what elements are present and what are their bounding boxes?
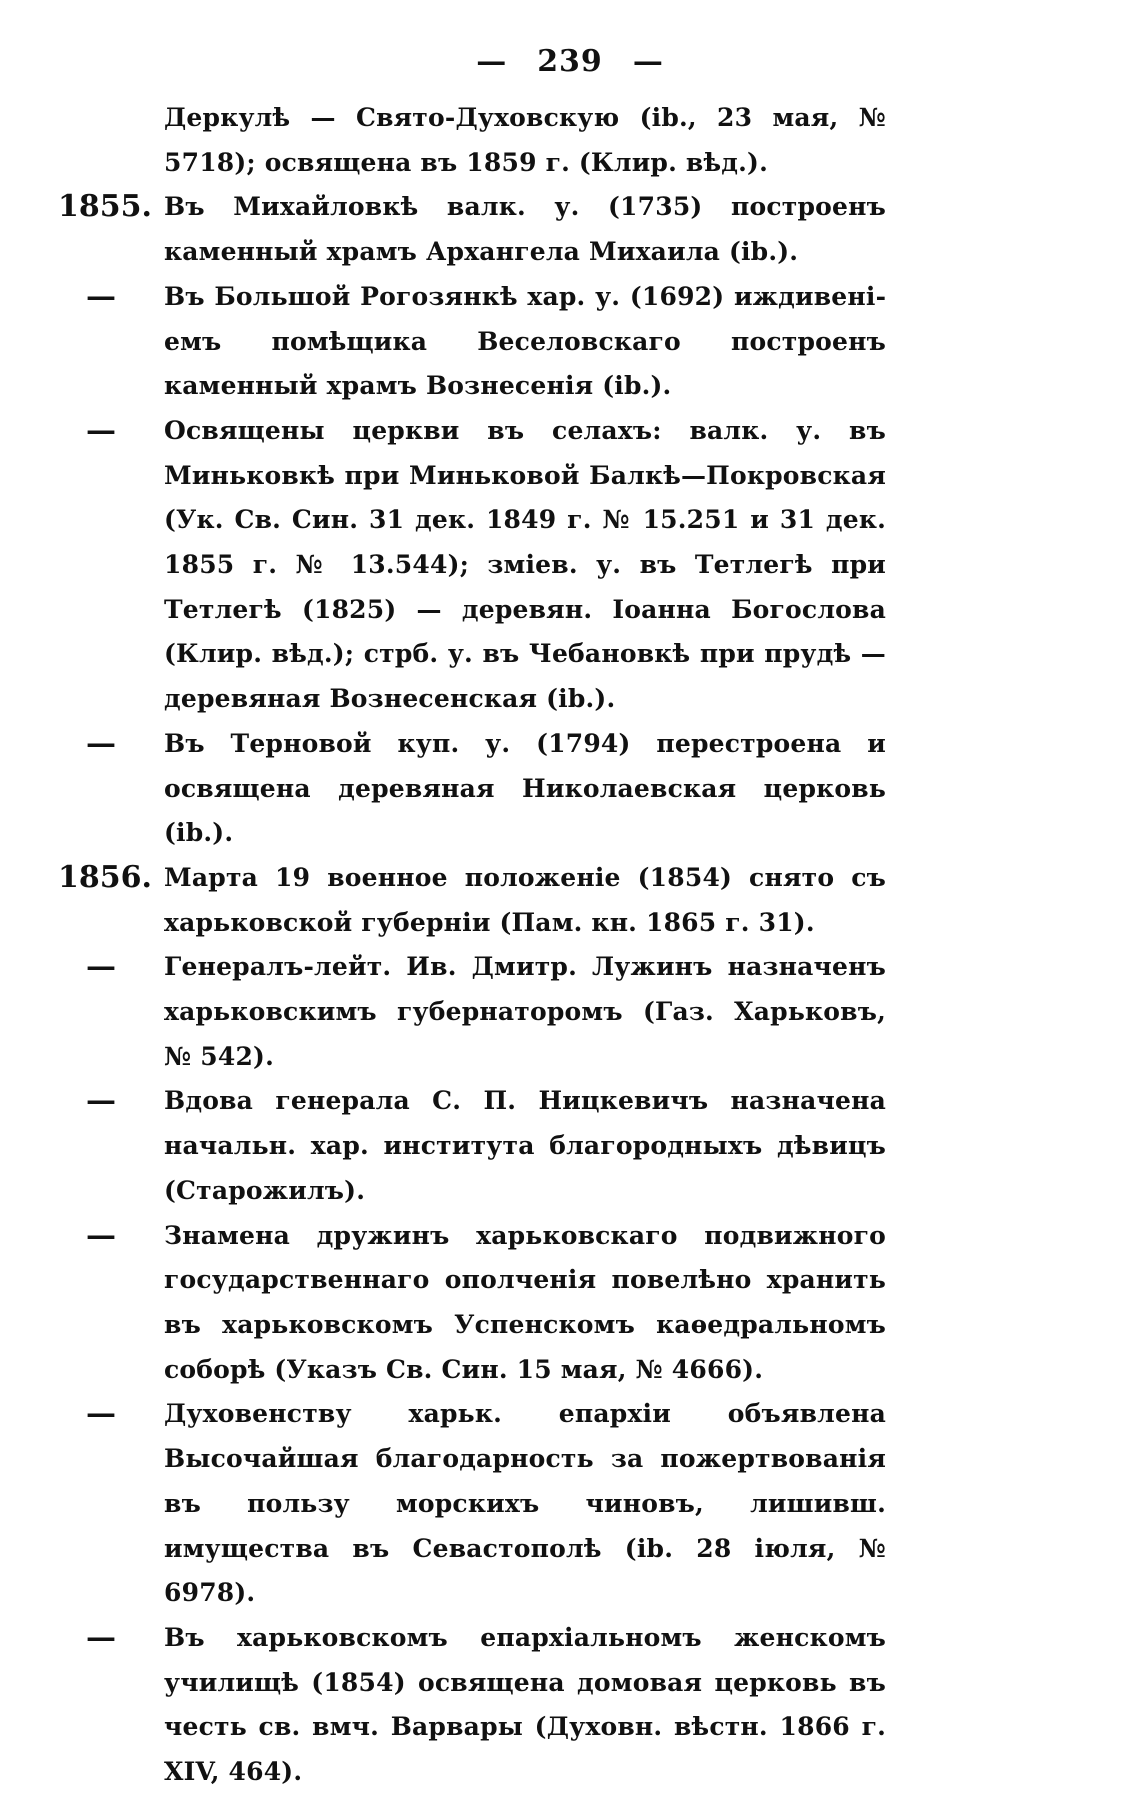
entry-text: Вдова генерала С. П. Ницкевичъ назначена начальн. хар. института благородныхъ дѣвицъ (Старожилъ). [164,1086,886,1205]
entry-dash-marker: — [86,412,116,448]
entry-text: Марта 19 военное положеніе (1854) снято съ харьковской губерніи (Пам. кн. 1865 г. 31). [164,862,886,937]
chronicle-entry [0,1616,1140,1795]
entry-dash-marker: — [86,949,116,985]
entry-year: 1855. [58,189,152,225]
entry-dash-marker: — [86,1396,116,1432]
page-number-dash-left: — [476,44,508,79]
entry-text: Знамена дружинъ харьковскаго подвижного государственнаго ополченія повелѣно хранить въ харьковскомъ Успенскомъ каѳедральномъ соборѣ (Указъ Св. Син. 15 мая, № 4666). [164,1220,886,1384]
chronicle-entry [0,1079,1140,1213]
chronicle-entry [0,185,1140,274]
chronicle-entry [0,945,1140,1079]
entry-text: Въ Терновой куп. у. (1794) перестроена и освящена деревяная Николаевская церковь (ib.). [164,728,886,848]
entry-text: Генералъ-лейт. Ив. Дмитр. Лужинъ назначенъ харьковскимъ губернаторомъ (Газ. Харьковъ, № 542). [164,952,886,1071]
chronicle-entry [0,1214,1140,1393]
entry-year: 1856. [58,859,152,895]
chronicle-entry [0,856,1140,945]
entry-dash-marker: — [86,1217,116,1253]
page-number-dash-right: — [632,44,664,79]
chronicle-entry [0,96,1140,185]
entry-text: Въ Михайловкѣ валк. у. (1735) построенъ каменный храмъ Архангела Михаила (ib.). [164,192,886,267]
entry-dash-marker: — [86,1083,116,1119]
chronicle-entry [0,722,1140,856]
entry-text: Деркулѣ — Свято-Духовскую (ib., 23 мая, № 5718); освящена въ 1859 г. (Клир. вѣд.). [164,103,886,177]
entry-dash-marker: — [86,1619,116,1655]
page-number-header [0,44,1140,79]
entry-dash-marker: — [86,725,116,761]
entry-dash-marker: — [86,278,116,314]
entry-text: Въ харьковскомъ епархіальномъ женскомъ училищѣ (1854) освящена домовая церковь въ честь св. вмч. Варвары (Духовн. вѣстн. 1866 г. XIV, 464). [164,1622,886,1787]
chronicle-entry [0,1392,1140,1616]
chronicle-entry [0,275,1140,409]
entry-text: Духовенству харьк. епархіи объявлена Высочайшая благодарность за пожертвованія въ пользу морскихъ чиновъ, лишивш. имущества въ Севастополѣ (ib. 28 іюля, № 6978). [164,1399,886,1608]
entry-text: Освящены церкви въ селахъ: валк. у. въ Миньковкѣ при Миньковой Балкѣ—Покровская (Ук. Св. Син. 31 дек. 1849 г. № 15.251 и 31 дек. 1855 г. № 13.544); зміев. у. въ Тетлегѣ при Тетлегѣ (1825) — деревян. Іоанна Богослова (Клир. вѣд.); стрб. у. въ Чебановкѣ при прудѣ — деревяная Вознесенская (ib.). [164,415,886,714]
page-number: 239 [537,44,603,79]
entry-text: Въ Большой Рогозянкѣ хар. у. (1692) иждивеніемъ помѣщика Веселовскаго построенъ каменный храмъ Вознесенія (ib.). [164,281,886,401]
chronicle-entries [0,96,1140,1795]
chronicle-entry [0,409,1140,722]
